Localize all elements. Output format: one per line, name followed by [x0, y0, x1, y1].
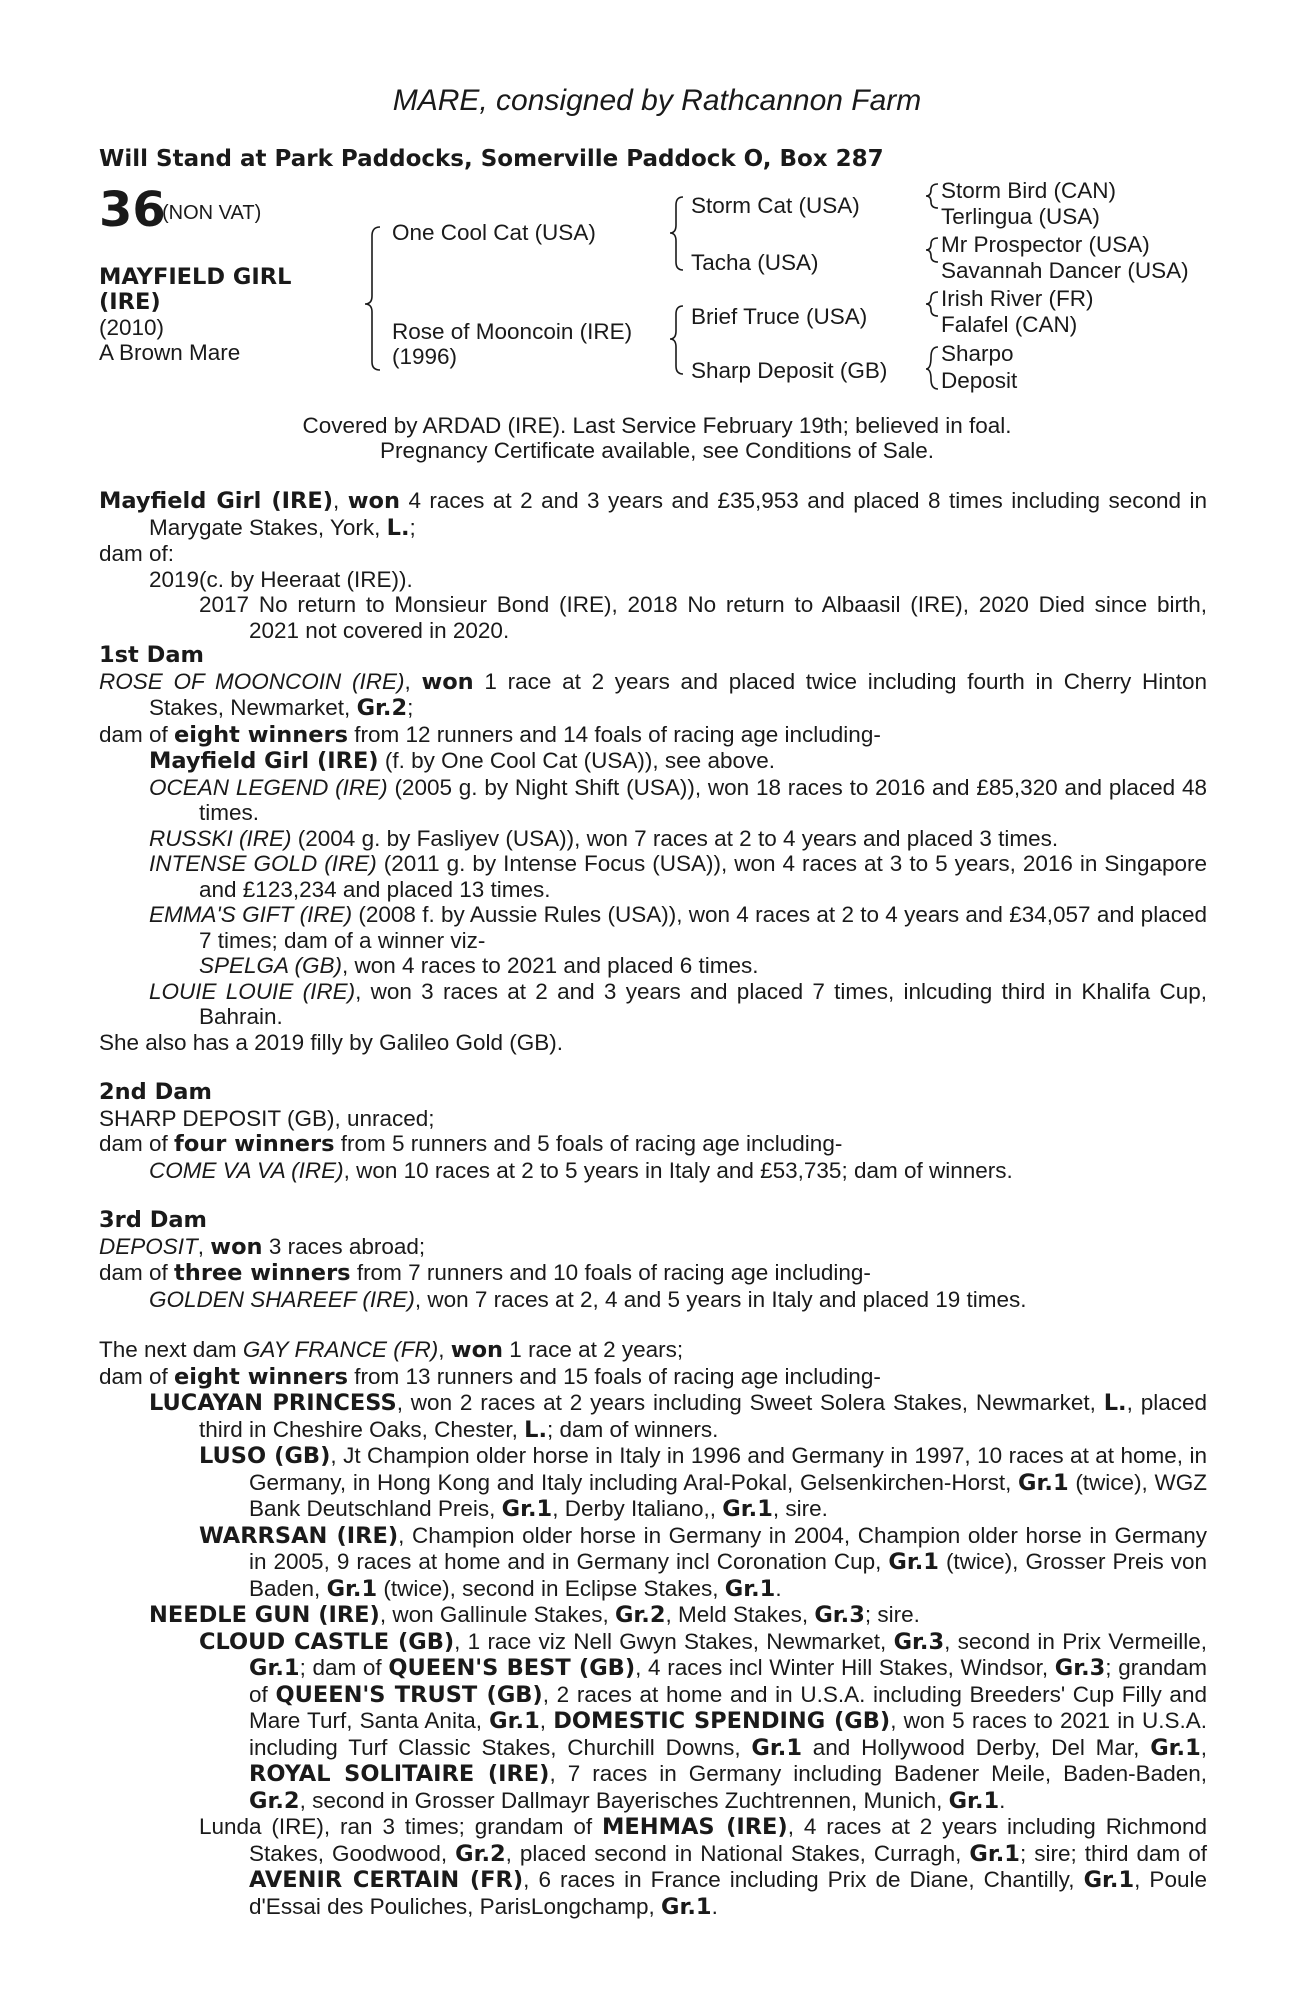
brace-g56: [926, 292, 938, 316]
covered-line: Covered by ARDAD (IRE). Last Service February 19th; believed in foal.: [302, 413, 1012, 438]
ped-gen3-5: Irish River (FR): [941, 286, 1094, 311]
brace-dam: [670, 306, 683, 374]
offspring-lunda: Lunda (IRE), ran 3 times; grandam of MEHMAS (IRE), 4 races at 2 years including Richmond Stakes, Goodwood, Gr.2, placed second in National Stakes, Curragh, Gr.1; sire; third dam of AVENIR CERTAIN (FR), 6 races in France including Prix de Diane, Chantilly, Gr.1, Poule d'Essai des Pouliches, ParisLongchamp, Gr.1.: [199, 1814, 1207, 1920]
offspring-spelga: SPELGA (GB), won 4 races to 2021 and placed 6 times.: [199, 953, 759, 978]
first-dam-summary: ROSE OF MOONCOIN (IRE), won 1 race at 2 years and placed twice including fourth in Cherry Hinton Stakes, Newmarket, Gr.2;: [99, 668, 1207, 721]
standing-location: Will Stand at Park Paddocks, Somerville Paddock O, Box 287: [99, 146, 884, 172]
third-dam-heading: 3rd Dam: [99, 1207, 207, 1233]
horse-description: A Brown Mare: [99, 340, 241, 365]
horse-year: (2010): [99, 315, 165, 340]
ped-gen3-3: Mr Prospector (USA): [941, 232, 1150, 257]
second-dam-heading: 2nd Dam: [99, 1079, 212, 1105]
ped-dam-sire: Brief Truce (USA): [691, 304, 868, 329]
ped-gen3-1: Storm Bird (CAN): [941, 178, 1117, 203]
offspring-needle-gun: NEEDLE GUN (IRE), won Gallinule Stakes, Gr.2, Meld Stakes, Gr.3; sire.: [149, 1602, 920, 1628]
offspring-russki: RUSSKI (IRE) (2004 g. by Fasliyev (USA)), won 7 races at 2 to 4 years and placed 3 times.: [149, 825, 1059, 851]
brace-g78: [926, 347, 938, 389]
offspring-intense-gold: INTENSE GOLD (IRE) (2011 g. by Intense Focus (USA)), won 4 races at 3 to 5 years, 2016 in Singapore and £123,234 and placed 13 times.: [149, 851, 1208, 902]
covering-info: [0, 413, 1314, 463]
next-dam-summary: The next dam GAY FRANCE (FR), won 1 race at 2 years;: [99, 1337, 684, 1363]
lot-number: 36: [99, 182, 166, 238]
offspring-come-va-va: COME VA VA (IRE), won 10 races at 2 to 5 years in Italy and £53,735; dam of winners.: [149, 1157, 1013, 1183]
offspring-louie-louie: LOUIE LOUIE (IRE), won 3 races at 2 and 3 years and placed 7 times, inlcuding third in Khalifa Cup, Bahrain.: [149, 978, 1207, 1029]
page-title: MARE, consigned by Rathcannon Farm: [392, 84, 922, 117]
offspring-cloud-castle: CLOUD CASTLE (GB), 1 race viz Nell Gwyn Stakes, Newmarket, Gr.3, second in Prix Vermeille, Gr.1; dam of QUEEN'S BEST (GB), 4 races incl Winter Hill Stakes, Windsor, Gr.3; grandam of QUEEN'S TRUST (GB), 2 races at home and in U.S.A. including Breeders' Cup Filly and Mare Turf, Santa Anita, Gr.1, DOMESTIC SPENDING (GB), won 5 races to 2021 in U.S.A. including Turf Classic Stakes, Churchill Downs, Gr.1 and Hollywood Derby, Del Mar, Gr.1, ROYAL SOLITAIRE (IRE), 7 races in Germany including Badener Meile, Baden-Baden, Gr.2, second in Grosser Dallmayr Bayerisches Zuchtrennen, Munich, Gr.1.: [199, 1628, 1208, 1814]
ped-gen3-4: Savannah Dancer (USA): [941, 258, 1189, 283]
ped-gen3-6: Falafel (CAN): [941, 312, 1078, 337]
offspring-lucayan-princess: LUCAYAN PRINCESS, won 2 races at 2 years including Sweet Solera Stakes, Newmarket, L., placed third in Cheshire Oaks, Chester, L.; dam of winners.: [149, 1390, 1207, 1443]
first-dam-heading: 1st Dam: [99, 642, 204, 668]
brace-sire: [670, 197, 683, 270]
ped-gen3-8: Deposit: [941, 368, 1018, 393]
offspring-golden-shareef: GOLDEN SHAREEF (IRE), won 7 races at 2, 4 and 5 years in Italy and placed 19 times.: [149, 1286, 1027, 1312]
filly-note: She also has a 2019 filly by Galileo Gold (GB).: [99, 1029, 563, 1055]
produce-returns: 2017 No return to Monsieur Bond (IRE), 2018 No return to Albaasil (IRE), 2020 Died since birth, 2021 not covered in 2020.: [199, 592, 1207, 643]
produce-summary: Mayfield Girl (IRE), won 4 races at 2 and 3 years and £35,953 and placed 8 times including second in Marygate Stakes, York, L.;: [99, 488, 1207, 541]
horse-name: MAYFIELD GIRL: [99, 264, 292, 290]
brace-g12: [926, 184, 938, 208]
third-dam-produce: dam of three winners from 7 runners and 10 foals of racing age including-: [99, 1260, 871, 1286]
next-dam-produce: dam of eight winners from 13 runners and 15 foals of racing age including-: [99, 1363, 881, 1390]
ped-dam: Rose of Mooncoin (IRE): [392, 319, 633, 344]
brace-g34: [926, 238, 938, 262]
offspring-warrsan: WARRSAN (IRE), Champion older horse in Germany in 2004, Champion older horse in Germany in 2005, 9 races at home and in Germany incl Coronation Cup, Gr.1 (twice), Grosser Preis von Baden, Gr.1 (twice), second in Eclipse Stakes, Gr.1.: [199, 1522, 1207, 1602]
offspring-mayfield: Mayfield Girl (IRE) (f. by One Cool Cat (USA)), see above.: [149, 748, 776, 774]
ped-dam-dam: Sharp Deposit (GB): [691, 358, 888, 383]
offspring-luso: LUSO (GB), Jt Champion older horse in Italy in 1996 and Germany in 1997, 10 races at at home, in Germany, in Hong Kong and Italy including Aral-Pokal, Gelsenkirchen-Horst, Gr.1 (twice), WGZ Bank Deutschland Preis, Gr.1, Derby Italiano,, Gr.1, sire.: [199, 1443, 1207, 1522]
pedigree-brackets: [0, 0, 1314, 400]
dam-of-label: dam of:: [99, 541, 175, 566]
pregnancy-line: Pregnancy Certificate available, see Conditions of Sale.: [379, 438, 935, 463]
ped-sire: One Cool Cat (USA): [392, 220, 596, 245]
offspring-ocean-legend: OCEAN LEGEND (IRE) (2005 g. by Night Shift (USA)), won 18 races to 2016 and £85,320 and placed 48 times.: [149, 774, 1207, 825]
ped-sire-sire: Storm Cat (USA): [691, 193, 860, 218]
second-dam-summary: SHARP DEPOSIT (GB), unraced;: [99, 1105, 435, 1131]
produce-year-row: 2019 (c. by Heeraat (IRE)).: [149, 566, 413, 592]
catalogue-body: [99, 488, 1207, 1920]
second-dam-produce: dam of four winners from 5 runners and 5 foals of racing age including-: [99, 1131, 843, 1157]
horse-country: (IRE): [99, 289, 161, 315]
ped-gen3-2: Terlingua (USA): [941, 204, 1100, 229]
first-dam-produce: dam of eight winners from 12 runners and 14 foals of racing age including-: [99, 721, 881, 748]
third-dam-summary: DEPOSIT, won 3 races abroad;: [99, 1233, 426, 1260]
ped-gen3-7: Sharpo: [941, 341, 1014, 366]
vat-status: (NON VAT): [162, 202, 262, 224]
brace-main: [365, 227, 380, 370]
ped-dam-year: (1996): [392, 344, 458, 369]
offspring-emmas-gift: EMMA'S GIFT (IRE) (2008 f. by Aussie Rules (USA)), won 4 races at 2 to 4 years and £34,057 and placed 7 times; dam of a winner viz-: [149, 902, 1207, 953]
ped-sire-dam: Tacha (USA): [691, 250, 819, 275]
